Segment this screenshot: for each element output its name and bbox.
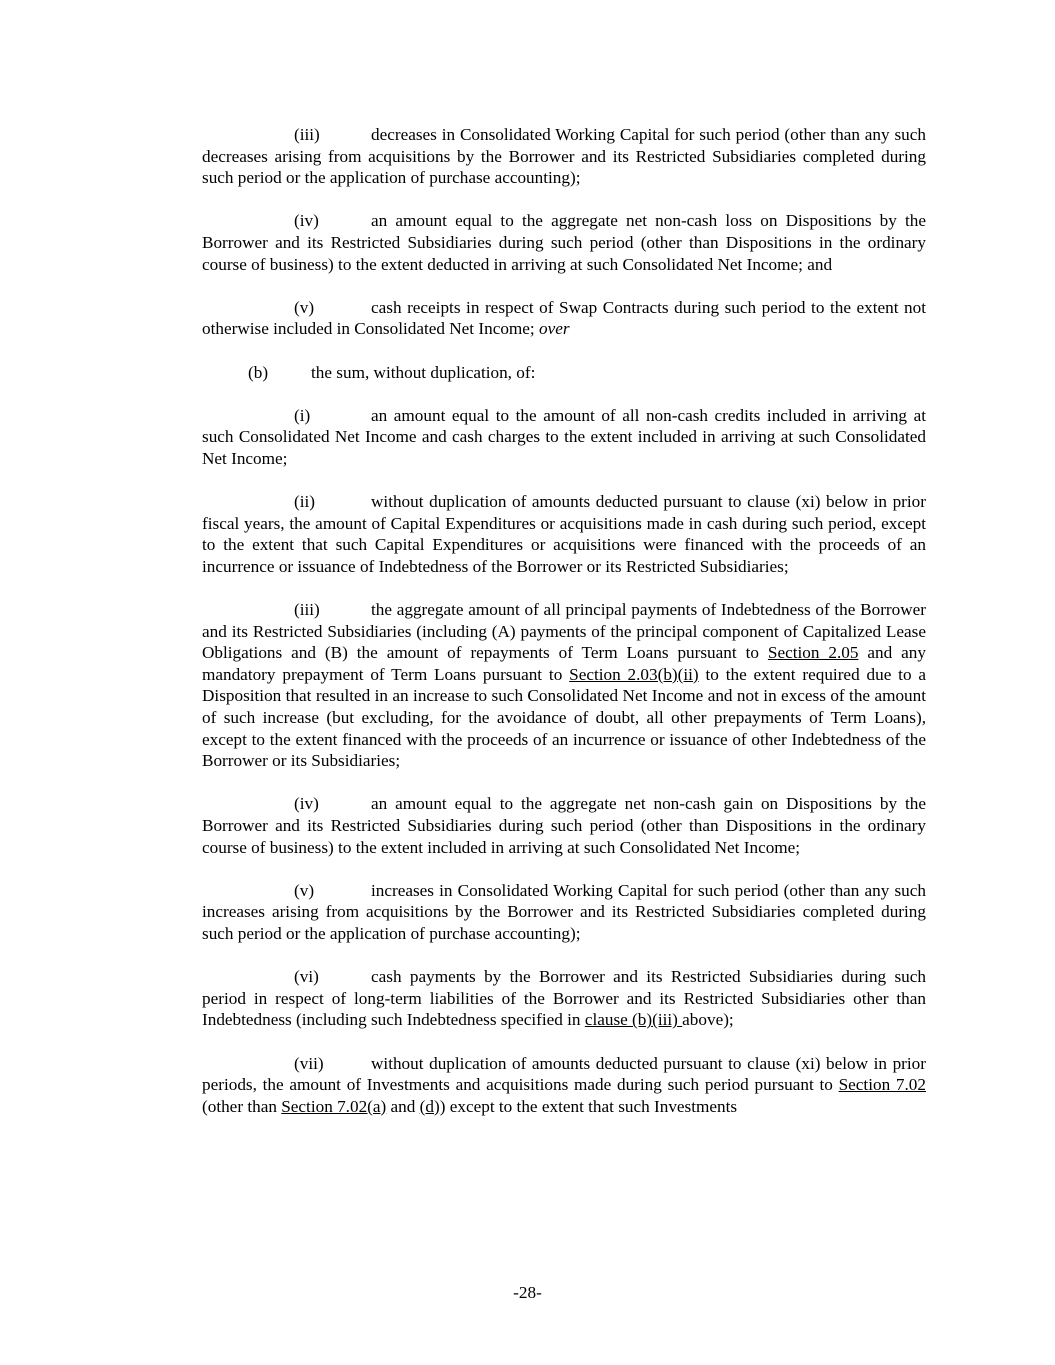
section-reference-link[interactable]: Section 2.05 bbox=[767, 643, 859, 663]
clause-label: (b) bbox=[248, 362, 269, 382]
clause-text: cash receipts in respect of Swap Contracts during such period to the extent not otherwise included in Consolidated Net Income; bbox=[202, 297, 926, 339]
clause-label: (vii) bbox=[294, 1053, 324, 1073]
clause-text: above); bbox=[682, 1010, 734, 1030]
clause-text: ) except to the extent that such Investments bbox=[439, 1096, 738, 1116]
clause-text: increases in Consolidated Working Capital for such period (other than any such increases arising from acquisitions by the Borrower and its Restricted Subsidiaries completed during such period or the application of purchase accounting); bbox=[202, 880, 926, 943]
clause-text: to the extent required due to a Disposition that resulted in an increase to such Consolidated Net Income and not in excess of the amount of such increase (but excluding, for the avoidance of doubt, all other prepayments of Term Loans), except to the extent financed with the proceeds of an incurrence or issuance of other Indebtedness of the Borrower or its Subsidiaries; bbox=[202, 664, 927, 771]
clause-text: without duplication of amounts deducted pursuant to clause (xi) below in prior fiscal years, the amount of Capital Expenditures or acquisitions made in cash during such period, except to the extent that such Capital Expenditures or acquisitions were financed with the proceeds of an incurrence or issuance of Indebtedness of the Borrower or its Restricted Subsidiaries; bbox=[202, 492, 926, 576]
clause-text: and any mandatory prepayment of Term Loans pursuant to bbox=[202, 643, 926, 684]
clause-a-iii bbox=[202, 124, 926, 189]
clause-b-ii bbox=[202, 491, 926, 577]
clause-label: (v) bbox=[294, 297, 315, 317]
clause-b-iii bbox=[202, 599, 926, 772]
document-body bbox=[202, 124, 926, 1139]
clause-text: an amount equal to the aggregate net non-cash loss on Dispositions by the Borrower and its Restricted Subsidiaries during such period (other than Dispositions in the ordinary course of business) to the extent deducted in arriving at such Consolidated Net Income; and bbox=[202, 211, 926, 274]
clause-text: cash payments by the Borrower and its Restricted Subsidiaries during such period in respect of long-term liabilities of the Borrower and its Restricted Subsidiaries other than Indebtedness (including such Indebtedness specified in bbox=[202, 967, 926, 1030]
clause-text: the aggregate amount of all principal payments of Indebtedness of the Borrower and its Restricted Subsidiaries (including (A) payments of the principal component of Capitalized Lease Obligations and (B) the amount of repayments of Term Loans pursuant to bbox=[202, 600, 926, 663]
clause-text: an amount equal to the amount of all non-cash credits included in arriving at such Consolidated Net Income and cash charges to the extent included in arriving at such Consolidated Net Income; bbox=[202, 405, 926, 468]
clause-label: (iv) bbox=[294, 211, 319, 231]
clause-a-v bbox=[202, 297, 926, 340]
clause-b-v bbox=[202, 880, 926, 945]
section-reference-link[interactable]: Section 2.03(b)(ii) bbox=[569, 664, 699, 684]
section-reference-link[interactable]: Section 7.02 bbox=[838, 1075, 926, 1095]
clause-label: (i) bbox=[294, 405, 311, 425]
clause-b bbox=[202, 362, 926, 384]
clause-text: and bbox=[386, 1096, 420, 1116]
clause-text: decreases in Consolidated Working Capital for such period (other than any such decreases arising from acquisitions by the Borrower and its Restricted Subsidiaries completed during such period or the application of purchase accounting); bbox=[202, 125, 926, 188]
clause-label: (iii) bbox=[294, 600, 320, 620]
clause-text: an amount equal to the aggregate net non-cash gain on Dispositions by the Borrower and its Restricted Subsidiaries during such period (other than Dispositions in the ordinary course of business) to the extent included in arriving at such Consolidated Net Income; bbox=[202, 794, 926, 857]
clause-text: the sum, without duplication, of: bbox=[311, 362, 536, 382]
clause-italic-over: over bbox=[539, 319, 570, 339]
clause-label: (vi) bbox=[294, 967, 319, 987]
clause-b-i bbox=[202, 405, 926, 470]
clause-label: (iv) bbox=[294, 794, 319, 814]
clause-text: (other than bbox=[202, 1096, 282, 1116]
section-reference-link[interactable]: (d) bbox=[419, 1096, 440, 1116]
clause-label: (iii) bbox=[294, 125, 320, 144]
clause-label: (ii) bbox=[294, 492, 315, 512]
clause-b-iv bbox=[202, 793, 926, 858]
clause-b-vii bbox=[202, 1053, 926, 1118]
clause-text: without duplication of amounts deducted pursuant to clause (xi) below in prior periods, the amount of Investments and acquisitions made during such period pursuant to bbox=[202, 1053, 926, 1095]
page-number: -28- bbox=[513, 1283, 542, 1302]
clause-b-vi bbox=[202, 966, 926, 1031]
clause-label: (v) bbox=[294, 880, 315, 900]
section-reference-link[interactable]: Section 7.02(a) bbox=[281, 1096, 387, 1116]
section-reference-link[interactable]: clause (b)(iii) bbox=[584, 1010, 683, 1030]
clause-a-iv bbox=[202, 210, 926, 275]
